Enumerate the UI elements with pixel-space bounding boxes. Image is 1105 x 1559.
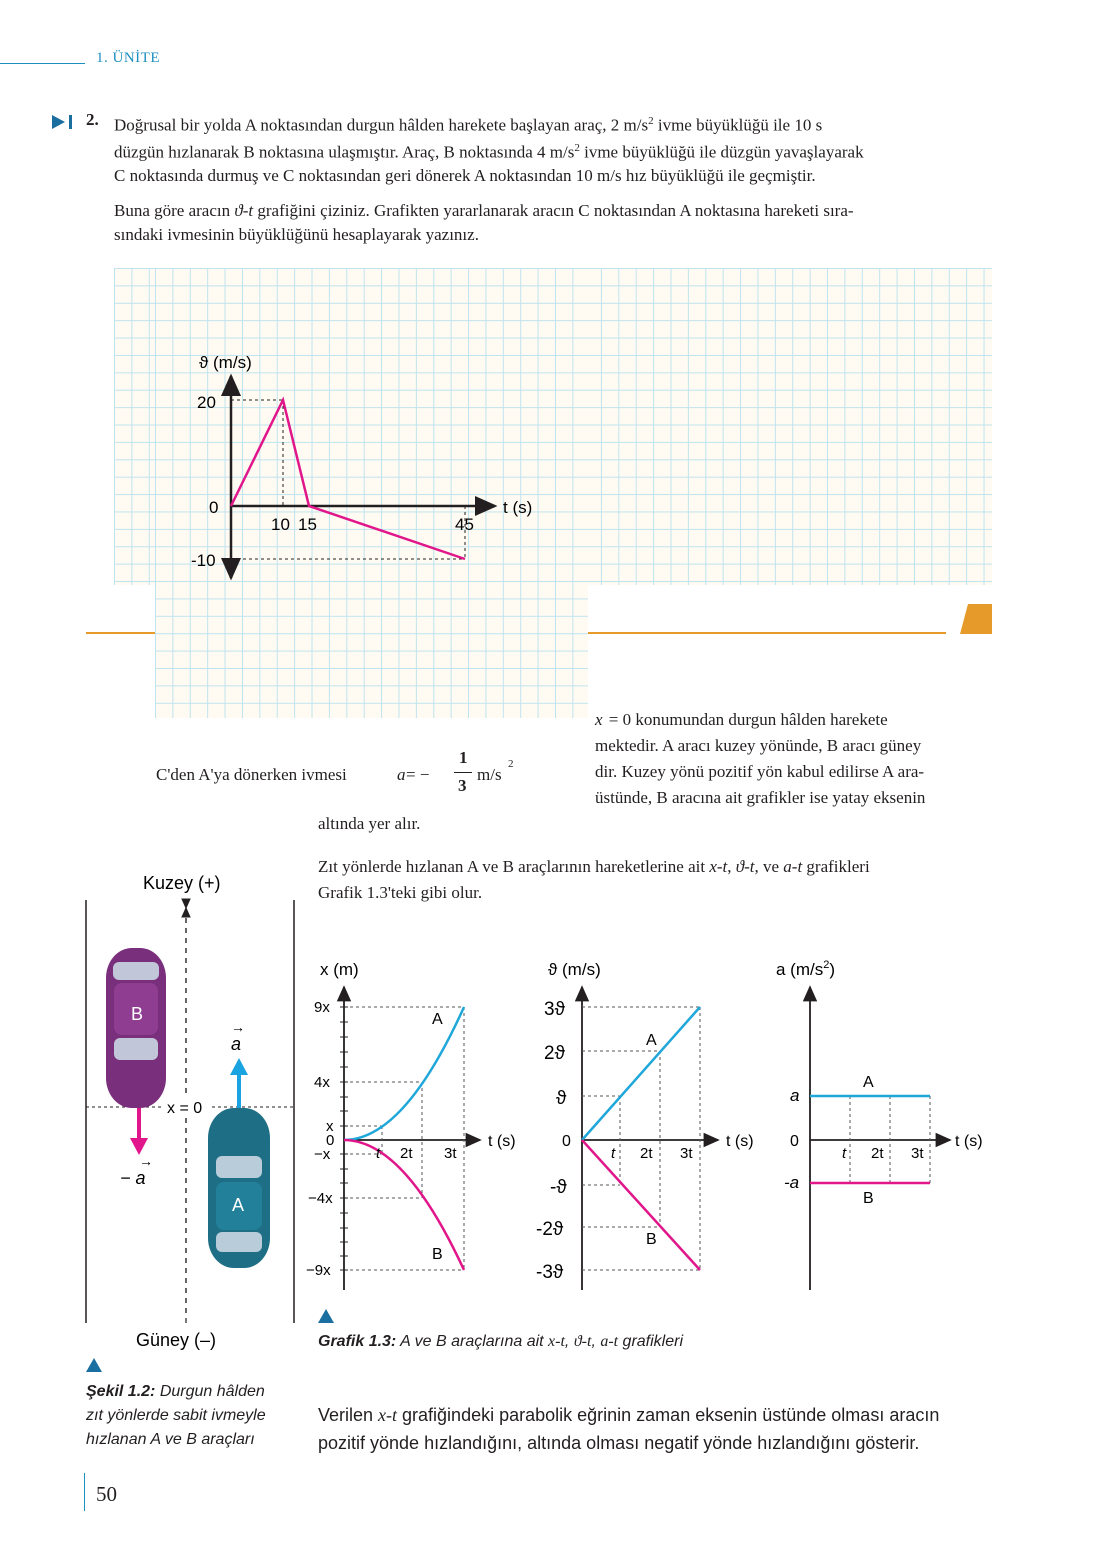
car-a: [208, 1108, 270, 1268]
at-series-a-label: A: [863, 1074, 874, 1091]
svg-text:2t: 2t: [871, 1145, 884, 1162]
svg-text:t: t: [376, 1145, 381, 1162]
answer-chart-xtick: 45: [455, 515, 474, 534]
at-graph: [776, 959, 983, 1290]
question-text: Doğrusal bir yolda A noktasından durgun hâlden harekete başlayan araç, 2 $m/s^2$ ivme büyüklüğü ile 10 s düzgün hızlanarak B noktasına ulaşmıştır. Araç, B noktasında 4 $m/s^2$ ivme büyüklüğü ile düzgün yavaşlayarak C noktasında durmuş ve C noktasından geri dönerek A noktasından 10 m/s hız büyüklüğü ile geçmiştir.: [114, 115, 864, 186]
body-paragraph-1: x = 0 konumundan durgun hâlden harekete mektedir. A aracı kuzey yönünde, B aracı güney dir. Kuzey yönü pozitif yön kabul edilirse A ara- üstünde, B aracına ait grafikler ise yatay eksenin: [595, 710, 926, 807]
answer-chart-line: [231, 400, 465, 559]
xt-ylabel: x (m): [320, 960, 359, 979]
answer-chart-ytick: -10: [191, 551, 216, 570]
origin-label: x = 0: [167, 1100, 203, 1117]
svg-text:a: a: [790, 1086, 800, 1105]
acc-up-label: a: [231, 1034, 242, 1054]
play-icon: [52, 114, 74, 130]
svg-text:−4x: −4x: [308, 1190, 333, 1207]
answer-chart-ytick: 0: [209, 498, 219, 517]
vt-line-a: [582, 1007, 700, 1140]
question-task: Buna göre aracın ϑ-t grafiğini çiziniz. Grafikten yararlanarak aracın C noktasından A noktasına hareketi sıra- sındaki ivmesinin büyüklüğünü hesaplayarak yazınız.: [114, 201, 854, 244]
page-number-rule: [84, 1473, 85, 1511]
svg-text:-ϑ: -ϑ: [550, 1177, 567, 1198]
svg-text:→: →: [139, 1153, 153, 1169]
car-b-label: B: [131, 1004, 144, 1024]
xt-series-b-label: B: [432, 1246, 443, 1263]
svg-text:4x: 4x: [314, 1074, 330, 1091]
svg-text:3ϑ: 3ϑ: [544, 999, 565, 1020]
south-label: Güney (–): [136, 1330, 217, 1350]
vt-graph: [536, 960, 754, 1290]
caption-marker-icon: [86, 1358, 102, 1372]
motion-graphs: [300, 945, 1005, 1305]
answer-chart-ylabel: ϑ (m/s): [199, 353, 252, 372]
page-number: 50: [96, 1482, 117, 1506]
xt-series-a-label: A: [432, 1011, 443, 1028]
svg-text:-2ϑ: -2ϑ: [536, 1219, 564, 1240]
car-b: [106, 948, 166, 1108]
cars-figure: [80, 868, 310, 1358]
svg-text:2ϑ: 2ϑ: [544, 1043, 565, 1064]
svg-text:0: 0: [790, 1133, 799, 1150]
svg-text:2t: 2t: [640, 1145, 653, 1162]
vt-series-b-label: B: [646, 1231, 657, 1248]
svg-text:t (s): t (s): [488, 1133, 516, 1150]
figure-caption: Şekil 1.2: Durgun hâlden zıt yönlerde sabit ivmeyle hızlanan A ve B araçları: [86, 1383, 266, 1448]
section-rule-left: [86, 632, 156, 634]
acc-down-label: − a: [120, 1168, 146, 1188]
body-paragraph-2: Zıt yönlerde hızlanan A ve B araçlarının hareketlerine ait x-t, ϑ-t, ve a-t grafikleri Grafik 1.3'teki gibi olur.: [318, 857, 870, 902]
svg-text:x: x: [326, 1118, 334, 1135]
at-ylabel: a $(m/s^2)$: [776, 959, 836, 979]
xt-graph: [306, 960, 516, 1290]
svg-text:0: 0: [562, 1133, 571, 1150]
section-marker: [960, 604, 992, 634]
answer-chart-dashed-guides: [231, 400, 465, 559]
answer-formula: C'den A'ya dönerken ivmesi a = − 1 3 m/s 2: [156, 748, 514, 795]
svg-text:ϑ: ϑ: [556, 1088, 567, 1109]
svg-text:−9x: −9x: [306, 1262, 331, 1279]
answer-velocity-chart: [155, 268, 588, 718]
header-rule: [0, 63, 85, 64]
unit-label: 1. ÜNİTE: [96, 50, 160, 66]
answer-chart-xtick: 10: [271, 515, 290, 534]
svg-text:3t: 3t: [911, 1145, 924, 1162]
car-a-label: A: [232, 1195, 245, 1215]
answer-chart-xlabel: t (s): [503, 498, 533, 517]
answer-chart-ytick: 20: [197, 393, 216, 412]
svg-text:-a: -a: [784, 1173, 800, 1192]
graph-caption: Grafik 1.3: A ve B araçlarına ait x-t, ϑ-t, a-t grafikleri: [318, 1333, 684, 1350]
north-label: Kuzey (+): [143, 873, 221, 893]
at-series-b-label: B: [863, 1190, 874, 1207]
graph-caption-marker-icon: [318, 1309, 334, 1323]
question-number: 2.: [86, 110, 99, 129]
body-paragraph-1-end: altında yer alır.: [318, 814, 421, 833]
svg-text:-3ϑ: -3ϑ: [536, 1262, 564, 1283]
svg-text:3t: 3t: [444, 1145, 457, 1162]
svg-text:t (s): t (s): [726, 1133, 754, 1150]
svg-text:2t: 2t: [400, 1145, 413, 1162]
conclusion-text: Verilen x-t grafiğindeki parabolik eğrinin zaman eksenin üstünde olması aracın pozitif yönde hızlandığını, altında olması negatif yönde hızlandığını gösterir.: [318, 1405, 940, 1453]
vt-ylabel: ϑ (m/s): [548, 960, 601, 979]
svg-text:t: t: [611, 1145, 616, 1162]
svg-text:9x: 9x: [314, 999, 330, 1016]
section-rule-right: [588, 632, 946, 634]
svg-text:t (s): t (s): [955, 1133, 983, 1150]
svg-text:−x: −x: [314, 1146, 331, 1163]
svg-text:t: t: [842, 1145, 847, 1162]
svg-text:→: →: [231, 1019, 245, 1035]
svg-text:3t: 3t: [680, 1145, 693, 1162]
answer-chart-xtick: 15: [298, 515, 317, 534]
svg-text:0: 0: [326, 1132, 335, 1149]
xt-curve-a: [344, 1007, 464, 1140]
vt-series-a-label: A: [646, 1032, 657, 1049]
